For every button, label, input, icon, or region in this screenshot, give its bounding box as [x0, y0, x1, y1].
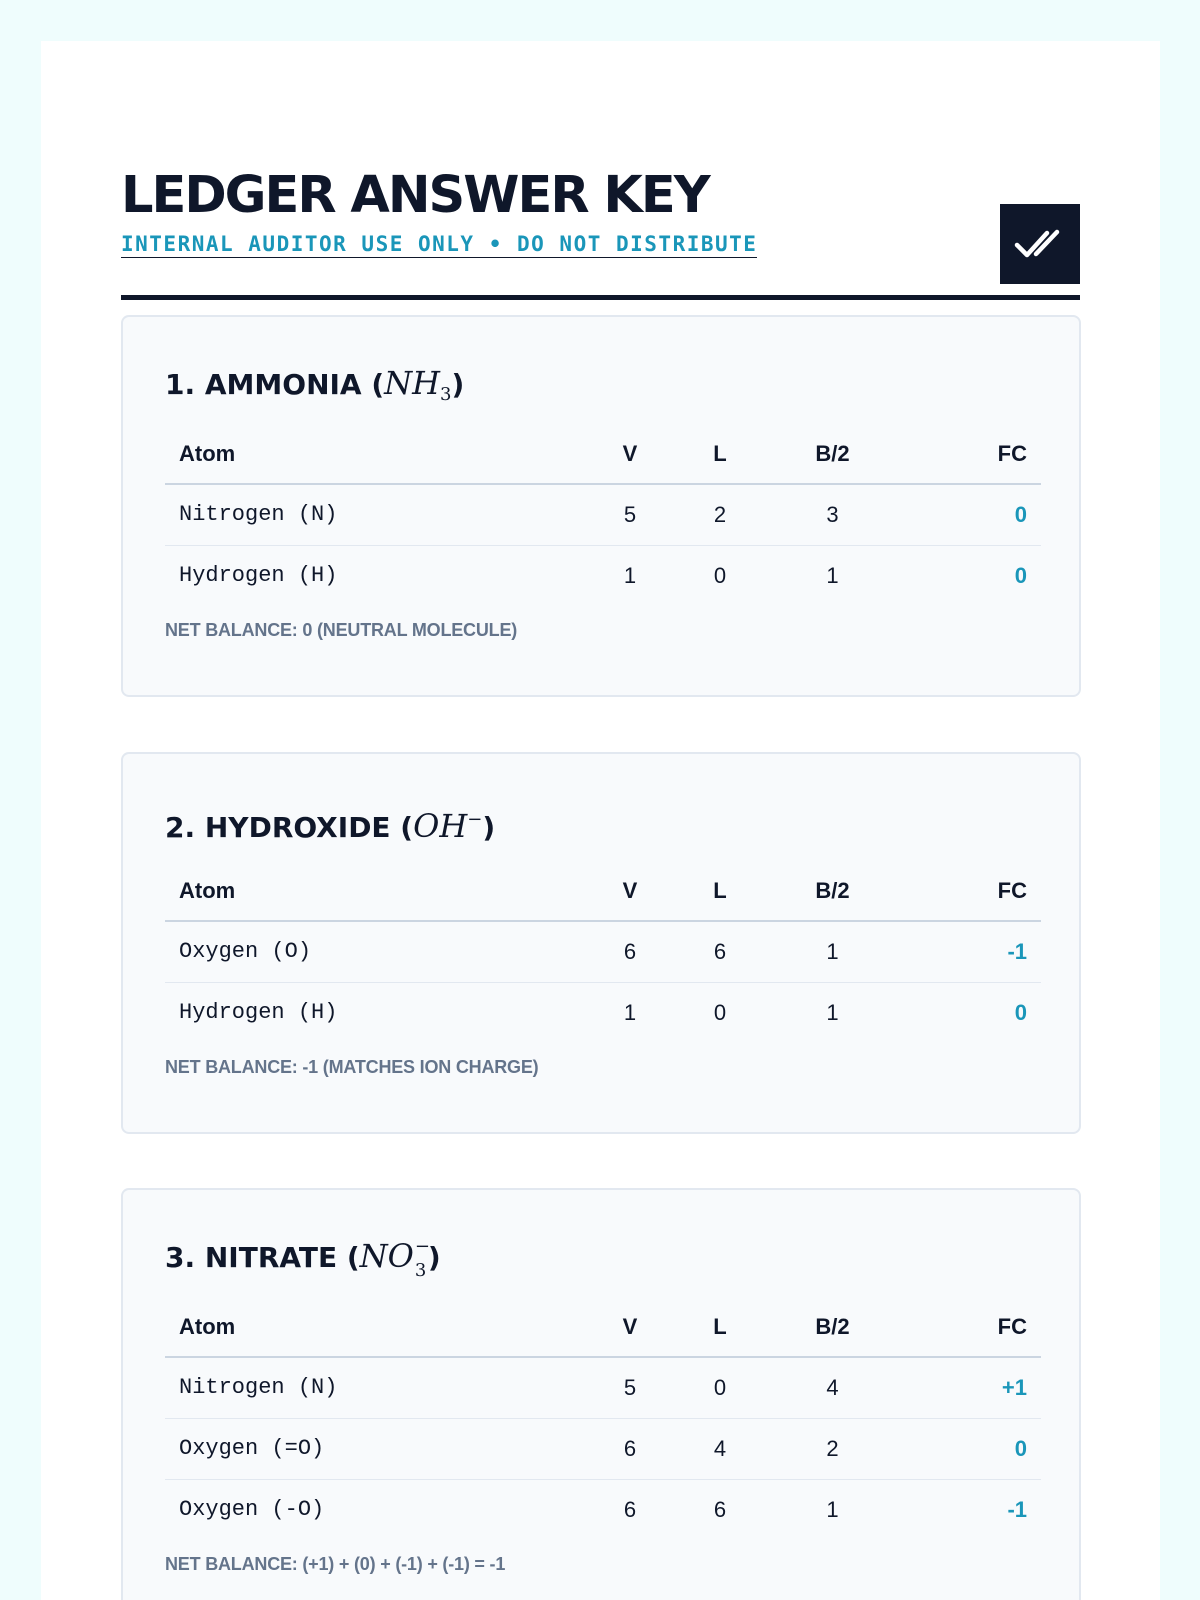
atom-cell: Hydrogen (H) — [179, 1000, 338, 1026]
problem-title-prefix: 3. NITRATE ( — [165, 1241, 360, 1274]
l-cell: 0 — [675, 1357, 765, 1418]
b2-cell: 1 — [826, 1496, 839, 1522]
formal-charge-table — [165, 1298, 1041, 1540]
col-v-header: V — [585, 862, 675, 921]
fc-cell: 0 — [900, 484, 1041, 545]
v-cell: 6 — [585, 1418, 675, 1479]
problem-title-suffix: ) — [451, 368, 465, 401]
b2-cell: 2 — [765, 1418, 900, 1479]
l-cell: 2 — [675, 484, 765, 545]
l-cell: 0 — [713, 562, 727, 588]
col-l-header: L — [675, 862, 765, 921]
formula-sub-sup — [414, 1236, 430, 1281]
b2-cell: 1 — [765, 921, 900, 982]
table-row — [165, 1479, 1041, 1540]
atom-cell: Oxygen (-O) — [179, 1497, 325, 1523]
table-header-row — [165, 862, 1041, 921]
chemical-formula — [413, 807, 482, 845]
v-cell: 1 — [623, 999, 637, 1025]
table-header-row — [165, 425, 1041, 484]
problem-title-prefix: 1. AMMONIA ( — [165, 368, 385, 401]
table-row — [165, 484, 1041, 545]
formula-main: NH — [384, 364, 441, 402]
l-cell: 6 — [713, 1496, 727, 1522]
col-atom-header: Atom — [165, 1298, 585, 1357]
b2-cell: 1 — [826, 999, 839, 1025]
atom-cell: Nitrogen (N) — [165, 1357, 585, 1418]
table-row — [165, 1418, 1041, 1479]
col-b2-header: B/2 — [765, 1298, 900, 1357]
table-row — [165, 545, 1041, 606]
fc-cell: -1 — [900, 921, 1041, 982]
col-atom-header: Atom — [165, 425, 585, 484]
problem-title — [165, 800, 1037, 845]
col-fc-header: FC — [900, 425, 1041, 484]
col-fc-header: FC — [900, 862, 1041, 921]
fc-cell: 0 — [1014, 999, 1027, 1025]
chemical-formula — [359, 1236, 430, 1281]
problem-title-prefix: 2. HYDROXIDE ( — [165, 811, 414, 844]
formula-superscript: − — [467, 809, 483, 830]
fc-cell: 0 — [900, 1418, 1041, 1479]
col-l-header: L — [675, 1298, 765, 1357]
v-cell: 5 — [585, 1357, 675, 1418]
net-balance: NET BALANCE: 0 (NEUTRAL MOLECULE) — [165, 620, 518, 640]
chemical-formula — [384, 364, 452, 405]
col-fc-header: FC — [900, 1298, 1041, 1357]
v-cell: 6 — [585, 921, 675, 982]
problem-title — [165, 1236, 1037, 1281]
fc-cell: -1 — [1007, 1496, 1027, 1522]
v-cell: 6 — [623, 1496, 637, 1522]
page-title: LEDGER ANSWER KEY — [121, 166, 709, 225]
col-b2-header: B/2 — [765, 862, 900, 921]
col-l-header: L — [675, 425, 765, 484]
page-header — [121, 168, 1080, 300]
v-cell: 5 — [585, 484, 675, 545]
l-cell: 0 — [713, 999, 727, 1025]
net-balance: NET BALANCE: -1 (MATCHES ION CHARGE) — [165, 1057, 539, 1077]
problem-title-suffix: ) — [427, 1241, 441, 1274]
l-cell: 4 — [675, 1418, 765, 1479]
col-b2-header: B/2 — [765, 425, 900, 484]
fc-cell: 0 — [1014, 562, 1027, 588]
problem-card-nitrate — [121, 1188, 1081, 1600]
atom-cell: Oxygen (O) — [165, 921, 585, 982]
b2-cell: 1 — [826, 562, 839, 588]
fc-cell: +1 — [900, 1357, 1041, 1418]
atom-cell: Hydrogen (H) — [179, 563, 338, 589]
verified-badge — [1000, 204, 1080, 284]
atom-cell: Oxygen (=O) — [165, 1418, 585, 1479]
formula-subscript: 3 — [414, 1260, 427, 1281]
formula-main: OH — [413, 807, 468, 845]
col-atom-header: Atom — [165, 862, 585, 921]
b2-cell: 4 — [765, 1357, 900, 1418]
atom-cell: Nitrogen (N) — [165, 484, 585, 545]
b2-cell: 3 — [765, 484, 900, 545]
double-check-icon — [1014, 227, 1066, 261]
table-row — [165, 1357, 1041, 1418]
problem-card-ammonia — [121, 315, 1081, 697]
problem-card-hydroxide — [121, 752, 1081, 1134]
problem-title-suffix: ) — [482, 811, 496, 844]
l-cell: 6 — [675, 921, 765, 982]
formula-subscript: 3 — [440, 384, 452, 405]
page-subtitle: INTERNAL AUDITOR USE ONLY • DO NOT DISTRIBUTE — [121, 232, 758, 256]
table-row — [165, 921, 1041, 982]
net-balance: NET BALANCE: (+1) + (0) + (-1) + (-1) = -1 — [165, 1554, 506, 1574]
col-v-header: V — [585, 1298, 675, 1357]
col-v-header: V — [585, 425, 675, 484]
table-row — [165, 982, 1041, 1043]
problem-title — [165, 363, 1037, 403]
table-header-row — [165, 1298, 1041, 1357]
formula-main: NO — [359, 1237, 414, 1275]
formal-charge-table — [165, 862, 1041, 1043]
v-cell: 1 — [623, 562, 637, 588]
formula-superscript: − — [414, 1236, 430, 1257]
formal-charge-table — [165, 425, 1041, 606]
